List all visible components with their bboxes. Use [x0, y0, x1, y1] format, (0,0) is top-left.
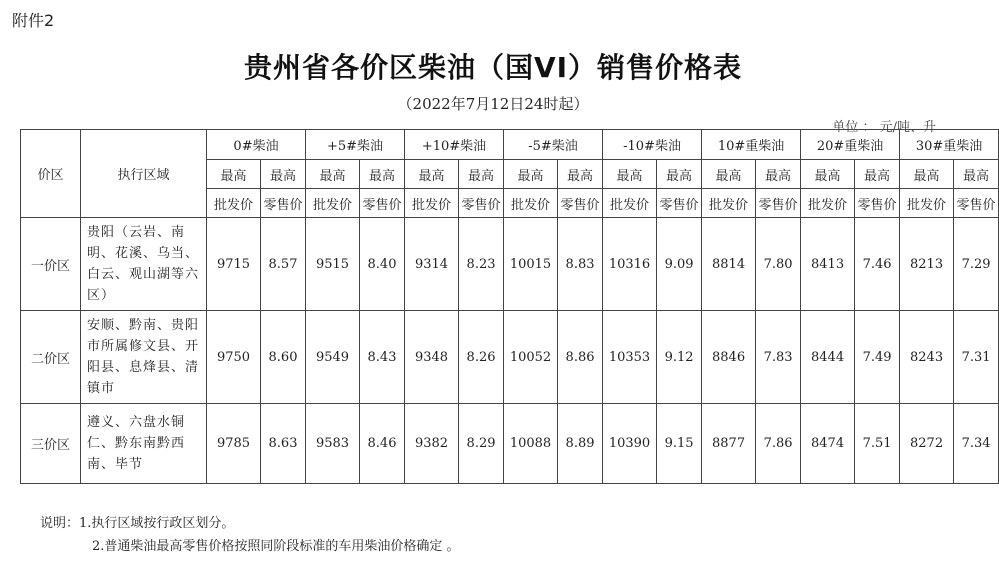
- price-cell: 8814: [702, 218, 756, 311]
- price-cell: 9382: [405, 404, 459, 484]
- price-cell: 8.46: [360, 404, 405, 484]
- price-cell: 7.51: [855, 404, 900, 484]
- wholesale-header-2: 批发价: [306, 189, 360, 218]
- retail-header: 最高: [360, 160, 405, 189]
- price-cell: 8.40: [360, 218, 405, 311]
- retail-header: 最高: [855, 160, 900, 189]
- wholesale-header-2: 批发价: [504, 189, 558, 218]
- price-cell: 8.57: [261, 218, 306, 311]
- wholesale-header-2: 批发价: [405, 189, 459, 218]
- fuel-header-0: 0#柴油: [207, 130, 306, 160]
- price-cell: 8474: [801, 404, 855, 484]
- price-cell: 9.15: [657, 404, 702, 484]
- retail-header-2: 零售价: [657, 189, 702, 218]
- wholesale-header-2: 批发价: [900, 189, 954, 218]
- price-cell: 8877: [702, 404, 756, 484]
- price-cell: 8.26: [459, 311, 504, 404]
- price-cell: 10088: [504, 404, 558, 484]
- wholesale-header: 最高: [801, 160, 855, 189]
- price-cell: 10015: [504, 218, 558, 311]
- fuel-header-heavy10: 10#重柴油: [702, 130, 801, 160]
- notes: [40, 512, 460, 558]
- price-cell: 9314: [405, 218, 459, 311]
- price-cell: 9515: [306, 218, 360, 311]
- fuel-header-heavy20: 20#重柴油: [801, 130, 900, 160]
- price-table: [20, 129, 999, 484]
- price-cell: 7.80: [756, 218, 801, 311]
- price-cell: 8.60: [261, 311, 306, 404]
- price-cell: 8.43: [360, 311, 405, 404]
- unit-label: 单位 ： 元/吨、升: [832, 120, 936, 135]
- retail-header: 最高: [459, 160, 504, 189]
- price-cell: 7.34: [954, 404, 999, 484]
- retail-header: 最高: [657, 160, 702, 189]
- retail-header-2: 零售价: [261, 189, 306, 218]
- zone-header: 价区: [21, 130, 81, 218]
- price-cell: 10316: [603, 218, 657, 311]
- wholesale-header-2: 批发价: [702, 189, 756, 218]
- retail-header-2: 零售价: [558, 189, 603, 218]
- retail-header-2: 零售价: [954, 189, 999, 218]
- price-cell: 9.09: [657, 218, 702, 311]
- price-cell: 9549: [306, 311, 360, 404]
- zone-cell: 一价区: [21, 218, 81, 311]
- wholesale-header: 最高: [702, 160, 756, 189]
- wholesale-header-2: 批发价: [603, 189, 657, 218]
- price-cell: 8272: [900, 404, 954, 484]
- page-title: 贵州省各价区柴油（国VI）销售价格表: [243, 51, 743, 84]
- price-cell: 7.86: [756, 404, 801, 484]
- wholesale-header-2: 批发价: [207, 189, 261, 218]
- fuel-header-plus10: +10#柴油: [405, 130, 504, 160]
- price-cell: 9348: [405, 311, 459, 404]
- price-cell: 8.29: [459, 404, 504, 484]
- price-cell: 10390: [603, 404, 657, 484]
- wholesale-header: 最高: [306, 160, 360, 189]
- price-cell: 7.31: [954, 311, 999, 404]
- price-cell: 7.29: [954, 218, 999, 311]
- zone-cell: 三价区: [21, 404, 81, 484]
- region-cell: 安顺、黔南、贵阳市所属修文县、开阳县、息烽县、清镇市: [81, 311, 207, 404]
- wholesale-header: 最高: [900, 160, 954, 189]
- zone-cell: 二价区: [21, 311, 81, 404]
- table-row: [21, 218, 999, 311]
- price-cell: 8243: [900, 311, 954, 404]
- price-cell: 8213: [900, 218, 954, 311]
- price-cell: 10052: [504, 311, 558, 404]
- table-row: [21, 311, 999, 404]
- retail-header: 最高: [558, 160, 603, 189]
- price-cell: 8.23: [459, 218, 504, 311]
- price-cell: 8.86: [558, 311, 603, 404]
- price-cell: 7.46: [855, 218, 900, 311]
- price-cell: 8846: [702, 311, 756, 404]
- price-cell: 8444: [801, 311, 855, 404]
- wholesale-header: 最高: [504, 160, 558, 189]
- price-cell: 7.83: [756, 311, 801, 404]
- price-cell: 9.12: [657, 311, 702, 404]
- price-cell: 9583: [306, 404, 360, 484]
- wholesale-header: 最高: [603, 160, 657, 189]
- price-cell: 9785: [207, 404, 261, 484]
- wholesale-header: 最高: [207, 160, 261, 189]
- retail-header-2: 零售价: [360, 189, 405, 218]
- wholesale-header: 最高: [405, 160, 459, 189]
- note-1: 说明：1.执行区域按行政区划分。: [40, 516, 235, 531]
- retail-header-2: 零售价: [855, 189, 900, 218]
- region-cell: 贵阳（云岩、南明、花溪、乌当、白云、观山湖等六区）: [81, 218, 207, 311]
- retail-header: 最高: [954, 160, 999, 189]
- attachment-label: 附件2: [12, 11, 55, 30]
- fuel-header-heavy30: 30#重柴油: [900, 130, 999, 160]
- fuel-header-minus5: -5#柴油: [504, 130, 603, 160]
- retail-header-2: 零售价: [756, 189, 801, 218]
- price-cell: 8413: [801, 218, 855, 311]
- fuel-header-plus5: +5#柴油: [306, 130, 405, 160]
- table-row: [21, 404, 999, 484]
- fuel-header-minus10: -10#柴油: [603, 130, 702, 160]
- wholesale-header-2: 批发价: [801, 189, 855, 218]
- price-cell: 8.83: [558, 218, 603, 311]
- price-cell: 8.63: [261, 404, 306, 484]
- price-cell: 7.49: [855, 311, 900, 404]
- retail-header: 最高: [756, 160, 801, 189]
- retail-header-2: 零售价: [459, 189, 504, 218]
- note-2: 2.普通柴油最高零售价格按照同阶段标准的车用柴油价格确定 。: [92, 539, 460, 554]
- price-cell: 9715: [207, 218, 261, 311]
- retail-header: 最高: [261, 160, 306, 189]
- effective-date: （2022年7月12日24时起）: [397, 95, 589, 113]
- region-cell: 遵义、六盘水铜仁、黔东南黔西南、毕节: [81, 404, 207, 484]
- price-cell: 9750: [207, 311, 261, 404]
- price-cell: 10353: [603, 311, 657, 404]
- region-header: 执行区域: [81, 130, 207, 218]
- price-cell: 8.89: [558, 404, 603, 484]
